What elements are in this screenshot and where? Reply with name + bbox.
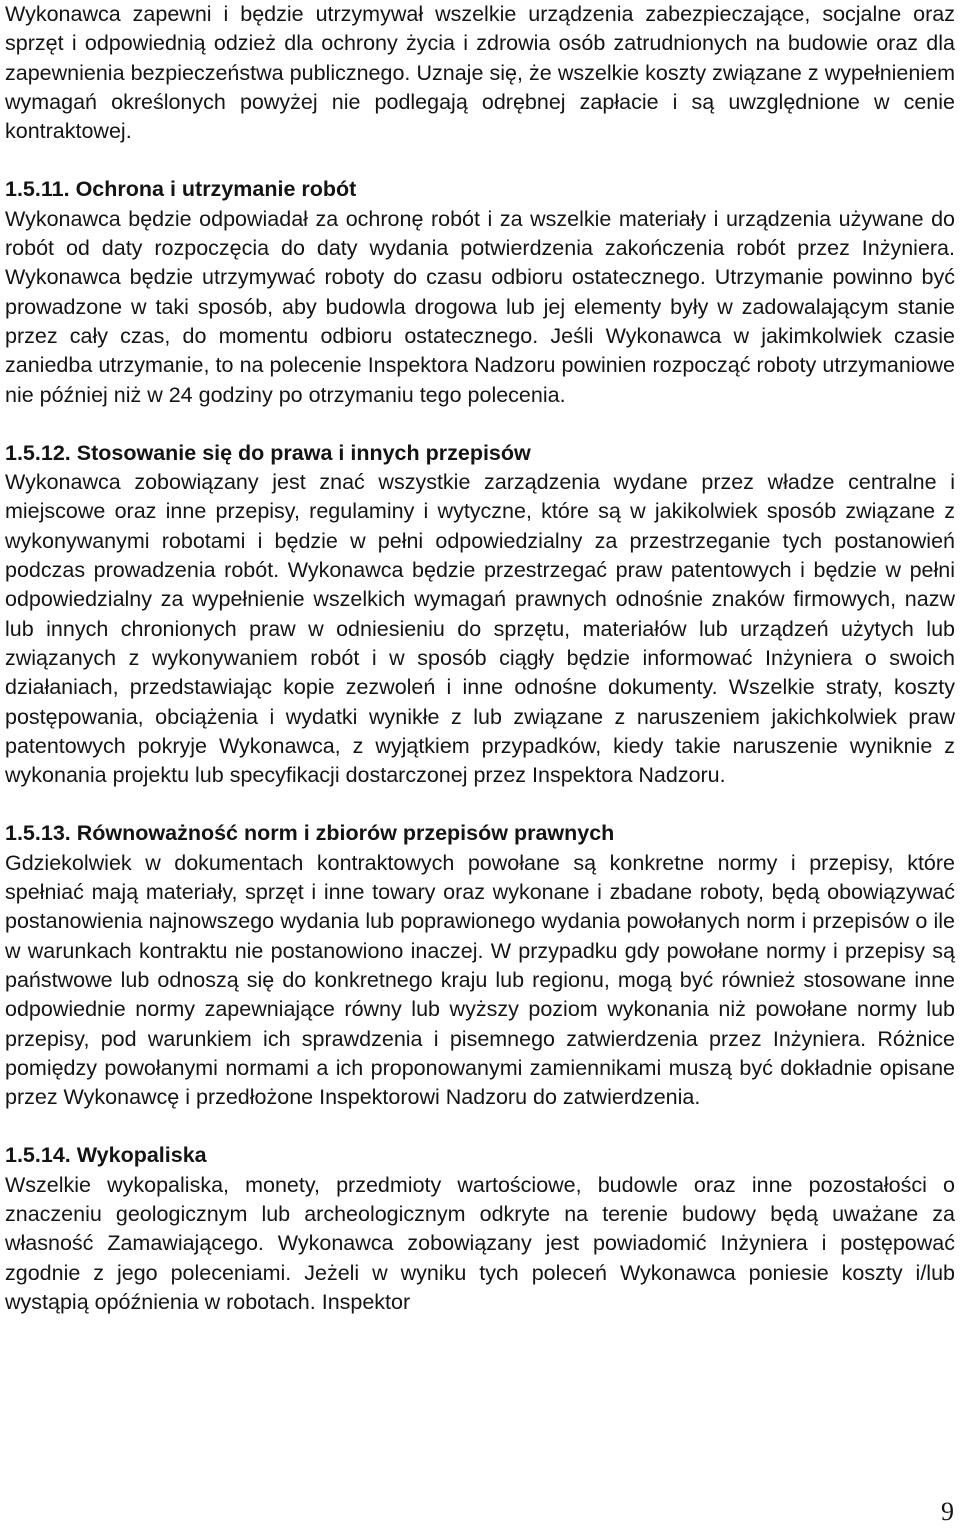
section-title: Wykopaliska	[76, 1143, 207, 1168]
section-number: 1.5.13.	[5, 821, 71, 846]
intro-paragraph: Wykonawca zapewni i będzie utrzymywał wszelkie urządzenia zabezpieczające, socjalne oraz sprzęt i odpowiednią odzież dla ochrony życia i zdrowia osób zatrudnionych na budowie oraz dla zapewnienia bezpieczeństwa publicznego. Uznaje się, że wszelkie koszty związane z wypełnieniem wymagań określonych powyżej nie podlegają odrębnej zapłacie i są uwzględnione w cenie kontraktowej.	[5, 2, 955, 144]
section-body: Gdziekolwiek w dokumentach kontraktowych powołane są konkretne normy i przepisy, które spełniać mają materiały, sprzęt i inne towary oraz wykonane i zbadane roboty, będą obowiązywać postanowienia najnowszego wydania lub poprawionego wydania powołanych norm i przepisów o ile w warunkach kontraktu nie postanowiono inaczej. W przypadku gdy powołane normy i przepisy są państwowe lub odnoszą się do konkretnego kraju lub regionu, mogą być również stosowane inne odpowiednie normy zapewniające równy lub wyższy poziom wykonania niż powołane normy lub przepisy, pod warunkiem ich sprawdzenia i pisemnego zatwierdzenia przez Inżyniera. Różnice pomiędzy powołanymi normami a ich proponowanymi zamiennikami muszą być dokładnie opisane przez Wykonawcę i przedłożone Inspektorowi Nadzoru do zatwierdzenia.	[5, 850, 955, 1110]
section-number: 1.5.14.	[5, 1143, 71, 1168]
section-number: 1.5.11.	[5, 177, 70, 202]
page-number: 9	[941, 1497, 954, 1526]
section-1-5-14	[5, 1141, 955, 1317]
section-heading	[5, 819, 955, 848]
section-heading	[5, 439, 955, 468]
section-body: Wszelkie wykopaliska, monety, przedmioty wartościowe, budowle oraz inne pozostałości o znaczeniu geologicznym lub archeologicznym odkryte na terenie budowy będą uważane za własność Zamawiającego. Wykonawca zobowiązany jest powiadomić Inżyniera i postępować zgodnie z jego poleceniami. Jeżeli w wyniku tych poleceń Wykonawca poniesie koszty i/lub wystąpią opóźnienia w robotach. Inspektor	[5, 1172, 955, 1314]
section-body: Wykonawca zobowiązany jest znać wszystkie zarządzenia wydane przez władze centralne i miejscowe oraz inne przepisy, regulaminy i wytyczne, które są w jakikolwiek sposób związane z wykonywanymi robotami i będzie w pełni odpowiedzialny za przestrzeganie tych postanowień podczas prowadzenia robót. Wykonawca będzie przestrzegać praw patentowych i będzie w pełni odpowiedzialny za wypełnienie wszelkich wymagań prawnych odnośnie znaków firmowych, nazw lub innych chronionych praw w odniesieniu do sprzętu, materiałów lub urządzeń użytych lub związanych z wykonywaniem robót i w sposób ciągły będzie informować Inżyniera o swoich działaniach, przedstawiając kopie zezwoleń i inne odnośne dokumenty. Wszelkie straty, koszty postępowania, obciążenia i wydatki wynikłe z lub związane z naruszeniem jakichkolwiek praw patentowych pokryje Wykonawca, z wyjątkiem przypadków, kiedy takie naruszenie wyniknie z wykonania projektu lub specyfikacji dostarczonej przez Inspektora Nadzoru.	[5, 470, 955, 788]
section-title: Stosowanie się do prawa i innych przepisów	[76, 440, 531, 465]
section-body: Wykonawca będzie odpowiadał za ochronę robót i za wszelkie materiały i urządzenia używane do robót od daty rozpoczęcia do daty wydania potwierdzenia zakończenia robót przez Inżyniera. Wykonawca będzie utrzymywać roboty do czasu odbioru ostatecznego. Utrzymanie powinno być prowadzone w taki sposób, aby budowla drogowa lub jej elementy były w zadowalającym stanie przez cały czas, do momentu odbioru ostatecznego. Jeśli Wykonawca w jakimkolwiek czasie zaniedba utrzymanie, to na polecenie Inspektora Nadzoru powinien rozpocząć roboty utrzymaniowe nie później niż w 24 godziny po otrzymaniu tego polecenia.	[5, 206, 955, 407]
section-heading	[5, 1141, 955, 1170]
section-1-5-12	[5, 439, 955, 791]
section-title: Ochrona i utrzymanie robót	[75, 177, 357, 202]
section-title: Równoważność norm i zbiorów przepisów prawnych	[76, 821, 615, 846]
section-1-5-13	[5, 819, 955, 1112]
section-1-5-11	[5, 175, 955, 409]
section-heading	[5, 175, 955, 204]
section-number: 1.5.12.	[5, 440, 71, 465]
document-page	[5, 0, 955, 1317]
